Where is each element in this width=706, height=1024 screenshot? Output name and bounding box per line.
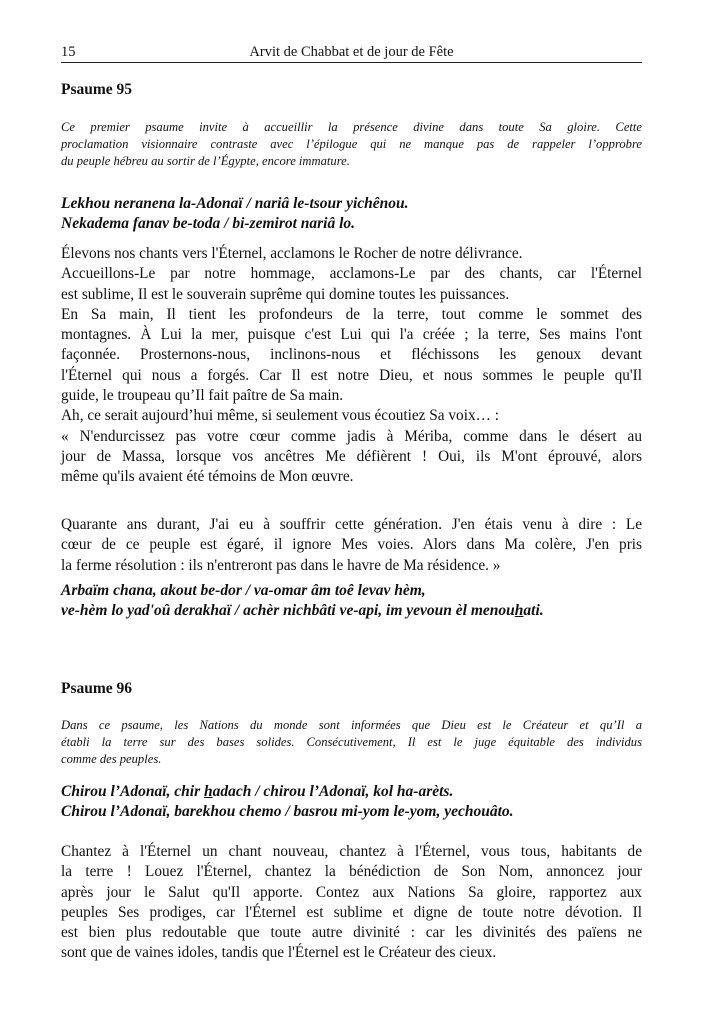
text-line: est sublime, Il est le souverain suprême qui domine toutes les puissances.: [61, 285, 510, 303]
psalm-96-transliteration: [61, 782, 642, 822]
transliteration-line: Nekadema fanav be-toda / bi-zemirot nariâ lo.: [61, 215, 356, 232]
underlined-letter: h: [514, 602, 524, 619]
intro-line: Ce premier psaume invite à accueillir la présence divine dans toute Sa gloire. Cette: [61, 120, 642, 134]
text-line: après jour le Salut qu'Il apporte. Contez aux Nations Sa gloire, rapportez aux: [61, 883, 642, 901]
psalm-95-translation-2: [61, 515, 642, 576]
psalm-96-intro: [61, 717, 642, 768]
text-line: montagnes. À Lui la mer, puisque c'est Lui qui l'a créée ; la terre, Ses mains l'ont: [61, 326, 642, 344]
running-title: Arvit de Chabbat et de jour de Fête: [249, 44, 454, 60]
text-line: façonnée. Prosternons-nous, inclinons-nous et fléchissons les genoux devant: [61, 346, 642, 364]
psalm-95-heading: Psaume 95: [61, 81, 133, 98]
transliteration-line: Lekhou neranena la-Adonaï / nariâ le-tsour yichênou.: [61, 195, 409, 212]
transliteration-line: Arbaïm chana, akout be-dor / va-omar âm toê levav hèm,: [61, 582, 426, 599]
intro-line: établi la terre sur des bases solides. Consécutivement, Il est le juge équitable des individus: [61, 735, 642, 749]
text-line: sont que de vaines idoles, tandis que l'Éternel est le Créateur des cieux.: [61, 944, 497, 962]
intro-line: comme des peuples.: [61, 752, 162, 766]
text-line: Quarante ans durant, J'ai eu à souffrir cette génération. J'en étais venu à dire : Le: [61, 516, 642, 533]
text-line: En Sa main, Il tient les profondeurs de la terre, tout comme le sommet des: [61, 305, 642, 323]
underlined-letter: h: [204, 783, 213, 800]
text-line: guide, le troupeau qu’Il fait paître de Sa main.: [61, 387, 344, 405]
text-line: Élevons nos chants vers l'Éternel, acclamons le Rocher de notre délivrance.: [61, 245, 523, 262]
text-line: la ferme résolution : ils n'entreront pas dans le havre de Ma résidence. »: [61, 556, 501, 574]
text-line: l'Éternel qui nous a forgés. Car Il est notre Dieu, et nous sommes le peuple qu'Il: [61, 366, 642, 384]
page-number: 15: [61, 44, 76, 60]
text-line: même qu'ils avaient été témoins de Mon œuvre.: [61, 468, 354, 486]
text-line: « N'endurcissez pas votre cœur comme jadis à Mériba, comme dans le désert au: [61, 427, 642, 445]
psalm-96-translation: [61, 842, 642, 964]
intro-line: proclamation visionnaire contraste avec l’épilogue qui ne manque pas de rappeler l’opprobre: [61, 137, 642, 151]
text-line: jour de Massa, lorsque vos ancêtres Me défièrent ! Oui, ils M'ont éprouvé, alors: [61, 447, 642, 465]
intro-line: du peuple hébreu au sortir de l’Égypte, encore immature.: [61, 154, 350, 168]
text-line: la terre ! Louez l'Éternel, chantez la bénédiction de Son Nom, annoncez jour: [61, 863, 642, 881]
text-line: peuples Ses prodiges, car l'Éternel est sublime et digne de toute notre dévotion. Il: [61, 903, 642, 921]
transliteration-line: ve-hèm lo yad'oû derakhaï / achèr nichbâti ve-api, im yevoun èl menouhati.: [61, 602, 544, 619]
text-line: Ah, ce serait aujourd’hui même, si seulement vous écoutiez Sa voix… :: [61, 407, 499, 425]
psalm-96-heading: Psaume 96: [61, 680, 133, 697]
psalm-95-translation-1: [61, 244, 642, 488]
text-line: Accueillons-Le par notre hommage, acclamons-Le par des chants, car l'Éternel: [61, 265, 642, 283]
running-header: [61, 42, 642, 63]
intro-line: Dans ce psaume, les Nations du monde sont informées que Dieu est le Créateur et qu’Il a: [61, 718, 642, 732]
psalm-95-transliteration-1: [61, 194, 642, 234]
text-line: est bien plus redoutable que toute autre divinité : car les divinités des païens ne: [61, 924, 642, 942]
psalm-95-intro: [61, 119, 642, 170]
text-line: Chantez à l'Éternel un chant nouveau, chantez à l'Éternel, vous tous, habitants de: [61, 843, 642, 860]
transliteration-line: Chirou l’Adonaï, chir hadach / chirou l’Adonaï, kol ha-arèts.: [61, 783, 454, 800]
transliteration-line: Chirou l’Adonaï, barekhou chemo / basrou mi-yom le-yom, yechouâto.: [61, 803, 514, 820]
text-line: cœur de ce peuple est égaré, il ignore Mes voies. Alors dans Ma colère, J'en pris: [61, 536, 642, 554]
psalm-95-transliteration-2: [61, 581, 642, 621]
